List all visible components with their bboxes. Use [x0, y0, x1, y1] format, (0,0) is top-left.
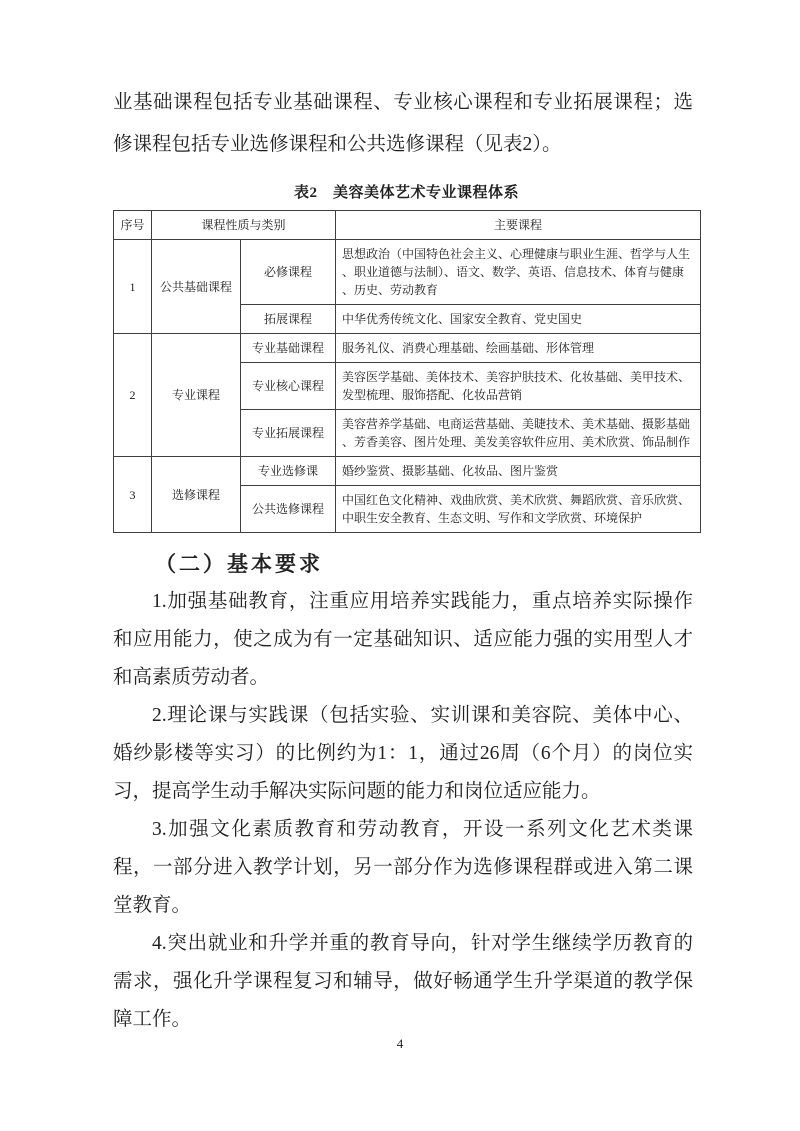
table-row [114, 240, 701, 305]
courses-cell: 美容营养学基础、电商运营基础、美睫技术、美术基础、摄影基础、芳香美容、图片处理、美发美容软件应用、美术欣赏、饰品制作 [336, 410, 701, 457]
col-header-index: 序号 [114, 211, 152, 240]
table-row [114, 457, 701, 486]
table-row [114, 334, 701, 363]
curriculum-table [113, 210, 701, 533]
row-index-cell: 1 [114, 240, 152, 334]
courses-cell: 服务礼仪、消费心理基础、绘画基础、形体管理 [336, 334, 701, 363]
course-type-cell: 专业基础课程 [241, 334, 336, 363]
course-type-cell: 必修课程 [241, 240, 336, 305]
course-type-cell: 专业核心课程 [241, 363, 336, 410]
category-cell: 公共基础课程 [152, 240, 241, 334]
course-type-cell: 专业拓展课程 [241, 410, 336, 457]
body-paragraph: 2.理论课与实践课（包括实验、实训课和美容院、美体中心、婚纱影楼等实习）的比例约为1：1，通过26周（6个月）的岗位实习，提高学生动手解决实际问题的能力和岗位适应能力。 [113, 705, 693, 802]
table-header-row [114, 211, 701, 240]
category-cell: 专业课程 [152, 334, 241, 457]
course-type-cell: 专业选修课 [241, 457, 336, 486]
course-type-cell: 公共选修课程 [241, 486, 336, 533]
body-paragraph: 4.突出就业和升学并重的教育导向，针对学生继续学历教育的需求，强化升学课程复习和辅导，做好畅通学生升学渠道的教学保障工作。 [113, 933, 693, 1030]
col-header-courses: 主要课程 [336, 211, 701, 240]
courses-cell: 思想政治（中国特色社会主义、心理健康与职业生涯、哲学与人生、职业道德与法制）、语文、数学、英语、信息技术、体育与健康、历史、劳动教育 [336, 240, 701, 305]
intro-paragraph: 业基础课程包括专业基础课程、专业核心课程和专业拓展课程；选修课程包括专业选修课程和公共选修课程（见表2）。 [113, 92, 693, 155]
course-type-cell: 拓展课程 [241, 305, 336, 334]
col-header-category: 课程性质与类别 [152, 211, 336, 240]
row-index-cell: 3 [114, 457, 152, 533]
courses-cell: 中国红色文化精神、戏曲欣赏、美术欣赏、舞蹈欣赏、音乐欣赏、中职生安全教育、生态文明、写作和文学欣赏、环境保护 [336, 486, 701, 533]
body-paragraph: 1.加强基础教育，注重应用培养实践能力，重点培养实际操作和应用能力，使之成为有一定基础知识、适应能力强的实用型人才和高素质劳动者。 [113, 591, 693, 688]
courses-cell: 美容医学基础、美体技术、美容护肤技术、化妆基础、美甲技术、发型梳理、服饰搭配、化妆品营销 [336, 363, 701, 410]
category-cell: 选修课程 [152, 457, 241, 533]
section-heading: （二）基本要求 [155, 552, 323, 576]
page-number: 4 [396, 1036, 404, 1051]
body-paragraph: 3.加强文化素质教育和劳动教育，开设一系列文化艺术类课程，一部分进入教学计划，另一部分作为选修课程群或进入第二课堂教育。 [113, 819, 693, 916]
page-content [113, 0, 700, 1039]
courses-cell: 婚纱鉴赏、摄影基础、化妆品、图片鉴赏 [336, 457, 701, 486]
courses-cell: 中华优秀传统文化、国家安全教育、党史国史 [336, 305, 701, 334]
table-caption: 表2 美容美体艺术专业课程体系 [293, 185, 519, 201]
row-index-cell: 2 [114, 334, 152, 457]
